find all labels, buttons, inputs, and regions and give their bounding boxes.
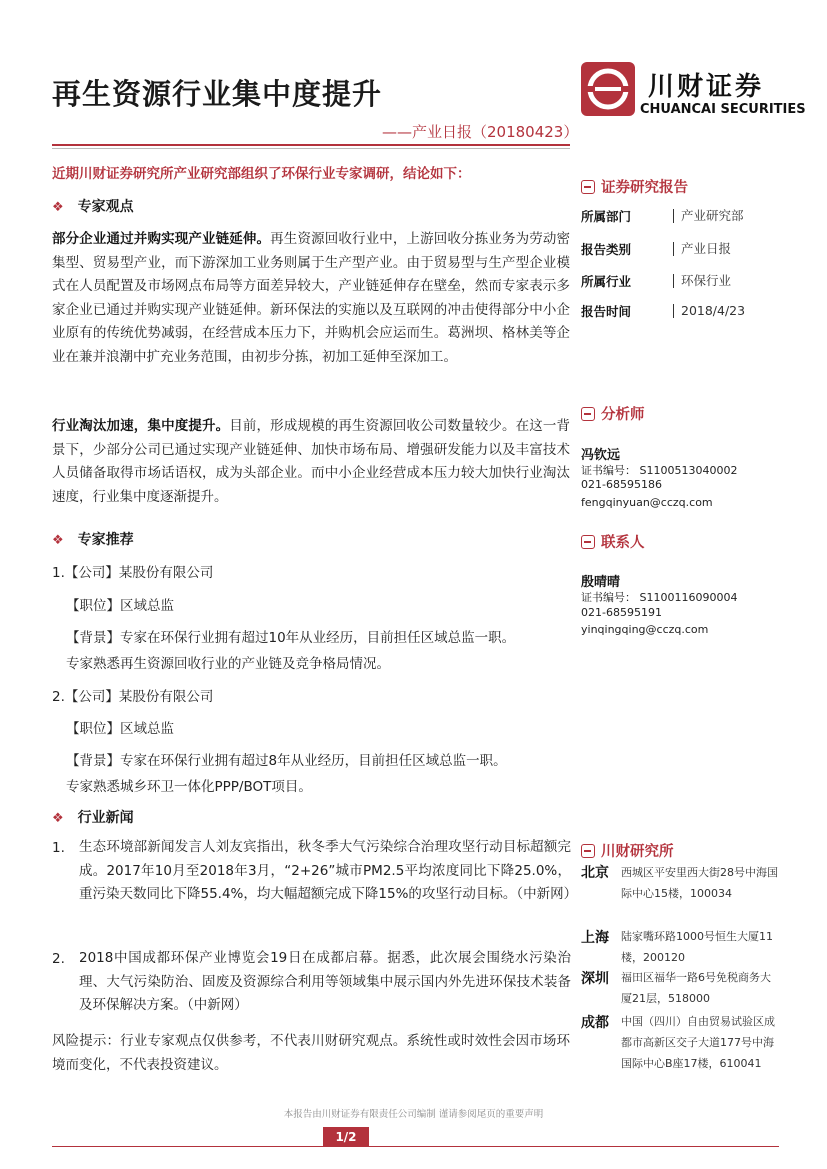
office-address-shanghai: 陆家嘴环路1000号恒生大厦11楼，200120 <box>621 930 773 964</box>
analyst-name: 冯钦远 <box>581 448 621 463</box>
views-p2-body: 目前，形成规模的再生资源回收公司数量较少。在这一背景下，少部分公司已通过实现产业链延伸、加快市场布局、增强研发能力以及丰富技术人员储备取得市场话语权，成为头部企业。而中小企业经营成本压力较大加快行业淘汰速度，行业集中度逐渐提升。 <box>52 418 571 505</box>
risk-warning: 风险提示：行业专家观点仅供参考，不代表川财研究观点。系统性或时效性会因市场环境而变化，不代表投资建议。 <box>52 1033 570 1073</box>
expert-2-background: 【背景】专家在环保行业拥有超过8年从业经历，目前担任区域总监一职。 <box>66 753 507 769</box>
analyst-email[interactable]: fengqinyuan@cczq.com <box>581 496 713 509</box>
footer-divider <box>52 1146 779 1147</box>
meta-label-industry: 所属行业 <box>581 274 632 289</box>
views-paragraph-1 <box>52 228 570 369</box>
diamond-bullet-icon: ❖ <box>52 200 64 215</box>
footer-disclaimer: 本报告由川财证券有限责任公司编制 谨请参阅尾页的重要声明 <box>283 1109 544 1120</box>
institute-icon <box>581 844 595 858</box>
views-p1-lead: 部分企业通过并购实现产业链延伸。 <box>52 231 271 247</box>
page-number: 1/2 <box>323 1127 369 1147</box>
news-item-2: 2018中国成都环保产业博览会19日在成都启幕。据悉，此次展会围绕水污染治理、大气污染防治、固废及资源综合利用等领域集中展示国内外先进环保技术装备及环保解决方案。（中新网） <box>79 950 571 1013</box>
expert-2-background-2: 专家熟悉城乡环卫一体化PPP/BOT项目。 <box>66 779 312 795</box>
expert-1-position: 【职位】区域总监 <box>66 598 174 614</box>
expert-1-company: 1.【公司】某股份有限公司 <box>52 565 214 581</box>
views-p2-lead: 行业淘汰加速，集中度提升。 <box>52 418 230 434</box>
sidebar-heading-contact: 联系人 <box>581 531 645 552</box>
office-address-shenzhen: 福田区福华一路6号免税商务大厦21层，518000 <box>621 971 771 1005</box>
analyst-phone: 021-68595186 <box>581 478 662 491</box>
office-city-shanghai: 上海 <box>581 930 609 946</box>
header-divider-thin <box>52 148 570 149</box>
diamond-bullet-icon: ❖ <box>52 533 64 548</box>
office-city-beijing: 北京 <box>581 865 609 881</box>
meta-value-industry: 环保行业 <box>673 274 731 288</box>
sidebar-heading-report: 证券研究报告 <box>581 176 688 197</box>
report-subtitle: ——产业日报（20180423） <box>382 123 579 141</box>
meta-label-date: 报告时间 <box>581 304 632 319</box>
report-icon <box>581 180 595 194</box>
contact-cert: 证书编号： S1100116090004 <box>581 591 738 604</box>
analyst-cert: 证书编号： S1100513040002 <box>581 464 738 477</box>
expert-2-company: 2.【公司】某股份有限公司 <box>52 689 214 705</box>
section-heading-views: ❖ 专家观点 <box>52 199 134 215</box>
intro-text: 近期川财证券研究所产业研究部组织了环保行业专家调研，结论如下： <box>52 166 471 182</box>
diamond-bullet-icon: ❖ <box>52 811 64 826</box>
meta-value-category: 产业日报 <box>673 242 731 256</box>
analyst-icon <box>581 407 595 421</box>
meta-label-category: 报告类别 <box>581 242 632 257</box>
sidebar-heading-analyst: 分析师 <box>581 403 645 424</box>
logo-text-en: CHUANCAI SECURITIES <box>640 102 806 117</box>
sidebar-heading-institute: 川财研究所 <box>581 840 674 861</box>
page-title: 再生资源行业集中度提升 <box>52 77 383 111</box>
meta-value-department: 产业研究部 <box>673 209 744 223</box>
news-2-number: 2. <box>52 951 65 967</box>
office-address-beijing: 西城区平安里西大街28号中海国际中心15楼，100034 <box>621 866 778 900</box>
contact-phone: 021-68595191 <box>581 606 662 619</box>
logo-text-cn: 川财证券 <box>648 72 765 102</box>
office-city-shenzhen: 深圳 <box>581 971 609 987</box>
company-logo-icon <box>581 62 635 116</box>
news-item-1: 生态环境部新闻发言人刘友宾指出，秋冬季大气污染综合治理攻坚行动目标超额完成。2017年10月至2018年3月，“2+26”城市PM2.5平均浓度同比下降25.0%，重污染天数同比下降55.4%，均大幅超额完成下降15%的攻坚行动目标。（中新网） <box>79 839 578 902</box>
contact-name: 殷晴晴 <box>581 575 621 590</box>
contact-icon <box>581 535 595 549</box>
office-address-chengdu: 中国（四川）自由贸易试验区成都市高新区交子大道177号中海国际中心B座17楼，610041 <box>621 1015 775 1070</box>
views-p1-body: 再生资源回收行业中，上游回收分拣业务为劳动密集型、贸易型产业，而下游深加工业务则属于生产型产业。由于贸易型与生产型企业模式在人员配置及市场网点布局等方面差异较大，产业链延伸存在壁垒，然而专家表示多家企业已通过并购实现产业链延伸。新环保法的实施以及互联网的冲击使得部分中小企业原有的传统优势减弱，在经营成本压力下，并购机会应运而生。葛洲坝、格林美等企业在兼并浪潮中扩充业务范围，由初步分拣，初加工延伸至深加工。 <box>52 231 571 365</box>
contact-email[interactable]: yinqingqing@cczq.com <box>581 623 709 636</box>
meta-label-department: 所属部门 <box>581 209 632 224</box>
meta-value-date: 2018/4/23 <box>673 304 745 318</box>
section-heading-news: ❖ 行业新闻 <box>52 810 134 826</box>
header-divider <box>52 144 570 146</box>
expert-2-position: 【职位】区域总监 <box>66 721 174 737</box>
expert-1-background-2: 专家熟悉再生资源回收行业的产业链及竞争格局情况。 <box>66 656 390 672</box>
news-1-number: 1. <box>52 840 65 856</box>
section-heading-experts: ❖ 专家推荐 <box>52 532 134 548</box>
office-city-chengdu: 成都 <box>581 1015 609 1031</box>
views-paragraph-2 <box>52 415 570 509</box>
expert-1-background: 【背景】专家在环保行业拥有超过10年从业经历，目前担任区域总监一职。 <box>66 630 516 646</box>
